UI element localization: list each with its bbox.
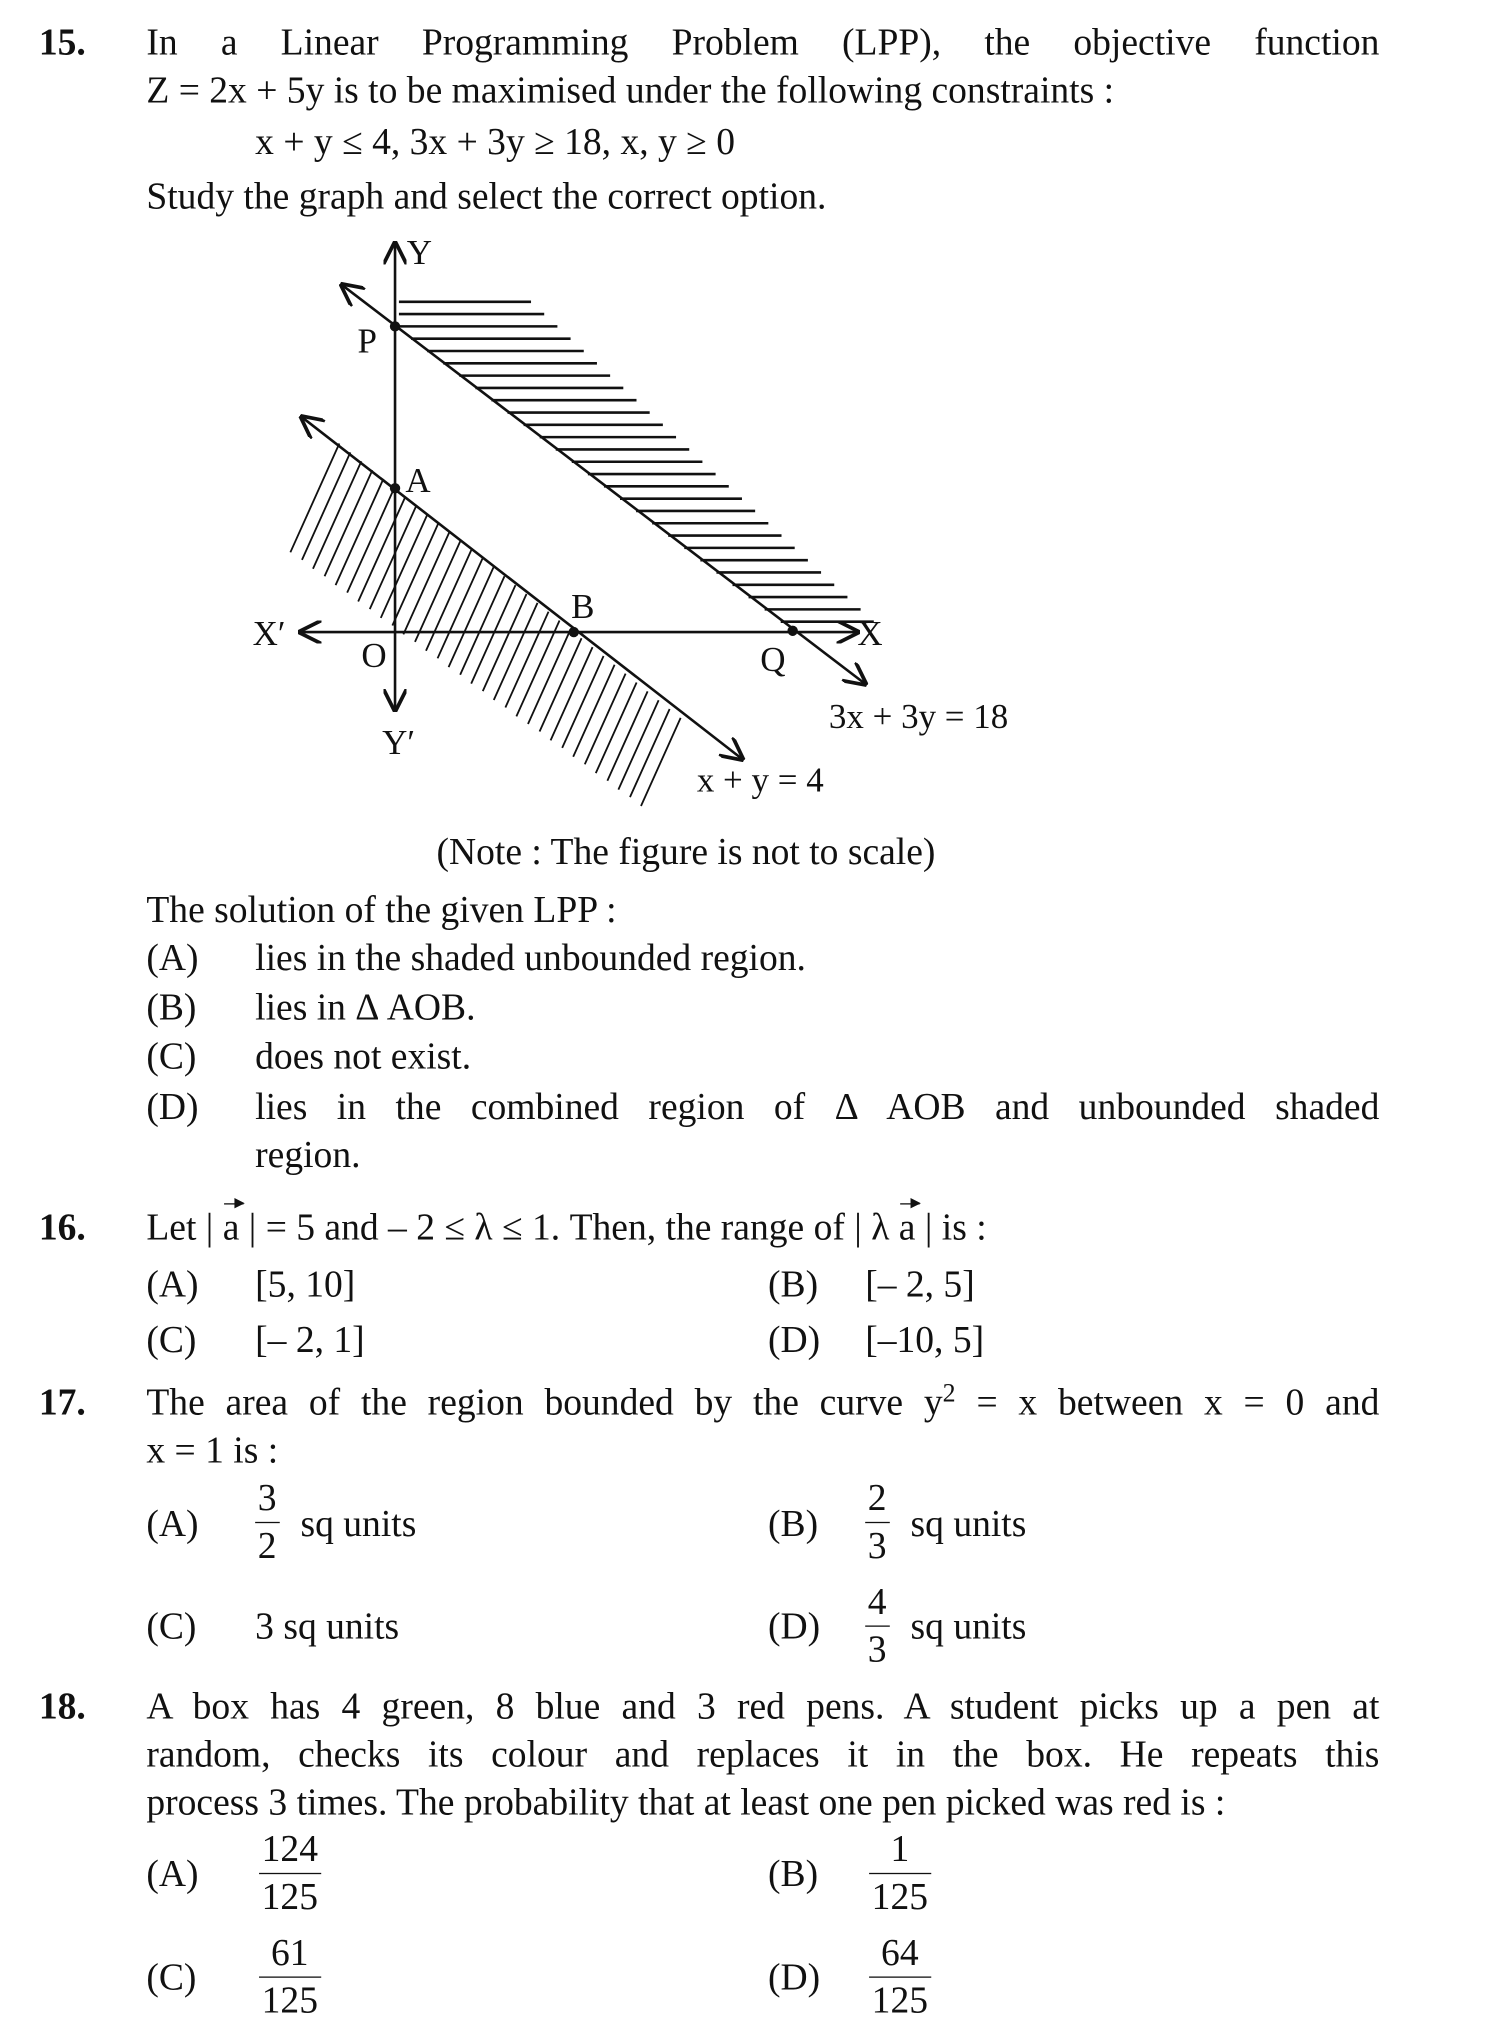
q15-option-a-text: lies in the shaded unbounded region.	[255, 937, 806, 980]
q17-option-a-label: (A)	[146, 1503, 199, 1546]
q15-option-b-label: (B)	[146, 986, 197, 1029]
q16-option-d-text: [–10, 5]	[865, 1319, 985, 1362]
q17-option-d-label: (D)	[768, 1606, 821, 1648]
label-origin: O	[361, 636, 387, 676]
question-number-17: 17.	[38, 1381, 86, 1424]
label-line-x-y-4: x + y = 4	[696, 760, 824, 800]
q17-option-d-fraction	[865, 1579, 889, 1674]
vector-a: a	[898, 1207, 916, 1249]
label-x: X	[857, 614, 883, 654]
point-p	[390, 321, 400, 331]
numerator: 61	[271, 1932, 309, 1974]
q17-option-b-label: (B)	[768, 1503, 819, 1546]
q16-option-c-text: [– 2, 1]	[255, 1319, 365, 1362]
q18-option-d-fraction	[869, 1930, 931, 2025]
q17-option-b-fraction	[865, 1475, 889, 1570]
denominator: 125	[259, 1976, 321, 2024]
point-b	[569, 627, 579, 637]
denominator: 3	[865, 1522, 889, 1570]
hatch-line	[403, 532, 449, 634]
q16-option-c-label: (C)	[146, 1319, 197, 1362]
hatch-line	[290, 444, 339, 553]
denominator: 3	[865, 1625, 889, 1673]
hatch-line	[392, 523, 438, 625]
q18-option-c-fraction	[259, 1930, 321, 2025]
unbounded-region-hatching	[399, 302, 874, 622]
q15-option-d-text-cont: region.	[255, 1134, 361, 1177]
q15-option-d-label: (D)	[146, 1086, 199, 1129]
label-p: P	[357, 321, 377, 361]
question-number-16: 16.	[38, 1207, 86, 1249]
denominator: 125	[869, 1873, 931, 1921]
q16-option-d-label: (D)	[768, 1319, 821, 1362]
hatch-line	[347, 488, 394, 593]
hatch-line	[381, 514, 428, 618]
q18-option-b-label: (B)	[768, 1853, 819, 1895]
point-q	[787, 626, 797, 636]
q18-option-b-fraction	[869, 1826, 931, 1921]
q18-option-d-label: (D)	[768, 1957, 821, 1999]
lpp-graph	[0, 0, 1505, 855]
q18-option-a-fraction	[259, 1826, 321, 1921]
numerator: 64	[881, 1932, 919, 1974]
q15-option-c-text: does not exist.	[255, 1036, 472, 1078]
q16-stem	[146, 1206, 986, 1250]
q16-stem-part3: | is :	[915, 1207, 987, 1249]
figure-note: (Note : The figure is not to scale)	[436, 831, 936, 873]
hatch-line	[336, 479, 384, 585]
hatch-line	[630, 709, 670, 797]
q18-stem-line1: A box has 4 green, 8 blue and 3 red pens. A student picks up a pen at	[146, 1686, 1380, 1728]
q18-option-a-label: (A)	[146, 1853, 199, 1895]
q18-stem-line3: process 3 times. The probability that at least one pen picked was red is :	[146, 1782, 1226, 1824]
q15-option-c-label: (C)	[146, 1036, 197, 1078]
q18-stem-line2: random, checks its colour and replaces it in the box. He repeats this	[146, 1734, 1380, 1776]
q17-option-d-unit: sq units	[910, 1606, 1027, 1648]
q16-option-a-text: [5, 10]	[255, 1264, 356, 1306]
q15-stem-line1: In a Linear Programming Problem (LPP), the objective function	[146, 22, 1380, 64]
numerator: 3	[257, 1477, 277, 1520]
q17-stem-line1	[146, 1381, 1379, 1425]
q17-stem-line2: x = 1 is :	[146, 1429, 279, 1472]
q17-stem-part1: The area of the region bounded by the curve y	[146, 1381, 943, 1424]
question-number-18: 18.	[38, 1686, 86, 1728]
q16-option-a-label: (A)	[146, 1264, 199, 1306]
q16-stem-part2: | = 5 and – 2 ≤ λ ≤ 1. Then, the range of | λ	[239, 1207, 899, 1249]
hatch-line	[641, 718, 681, 806]
q15-option-d-text: lies in the combined region of Δ AOB and unbounded shaded	[255, 1086, 1380, 1129]
hatch-line	[358, 497, 405, 602]
denominator: 125	[259, 1873, 321, 1921]
point-a	[390, 483, 400, 493]
q17-exponent: 2	[942, 1379, 956, 1408]
q17-option-c-label: (C)	[146, 1606, 197, 1648]
numerator: 2	[867, 1477, 887, 1520]
hatch-line	[325, 470, 373, 576]
q15-option-b-text: lies in Δ AOB.	[255, 986, 476, 1029]
label-q: Q	[760, 639, 786, 679]
q17-option-a-fraction	[255, 1475, 279, 1570]
label-x-neg: X′	[252, 614, 286, 654]
numerator: 1	[890, 1828, 910, 1871]
label-y: Y	[406, 233, 432, 273]
denominator: 125	[869, 1976, 931, 2024]
numerator: 124	[261, 1828, 318, 1871]
line-x-y-4	[302, 417, 742, 759]
vector-a: a	[222, 1207, 240, 1249]
q17-option-a-unit: sq units	[300, 1503, 417, 1546]
q17-option-c-text: 3 sq units	[255, 1606, 400, 1648]
label-line-3x-3y-18: 3x + 3y = 18	[828, 696, 1009, 736]
q15-prompt: The solution of the given LPP :	[146, 889, 617, 932]
q16-stem-part1: Let |	[146, 1207, 223, 1249]
q15-option-a-label: (A)	[146, 937, 199, 980]
hatch-line	[370, 505, 417, 609]
q16-option-b-label: (B)	[768, 1264, 819, 1306]
q15-stem-line2: Z = 2x + 5y is to be maximised under the following constraints :	[146, 69, 1115, 112]
label-y-neg: Y′	[382, 722, 415, 762]
q17-option-b-unit: sq units	[910, 1503, 1027, 1546]
label-a: A	[405, 461, 431, 501]
hatch-line	[313, 461, 361, 569]
q16-option-b-text: [– 2, 5]	[865, 1264, 975, 1306]
label-b: B	[571, 586, 595, 626]
numerator: 4	[867, 1581, 887, 1623]
q15-constraints: x + y ≤ 4, 3x + 3y ≥ 18, x, y ≥ 0	[255, 121, 735, 164]
q18-option-c-label: (C)	[146, 1957, 197, 1999]
q15-instruction: Study the graph and select the correct option.	[146, 176, 827, 218]
hatch-line	[302, 452, 350, 560]
q17-stem-part2: = x between x = 0 and	[955, 1381, 1380, 1424]
question-number-15: 15.	[38, 22, 86, 64]
denominator: 2	[255, 1522, 279, 1570]
